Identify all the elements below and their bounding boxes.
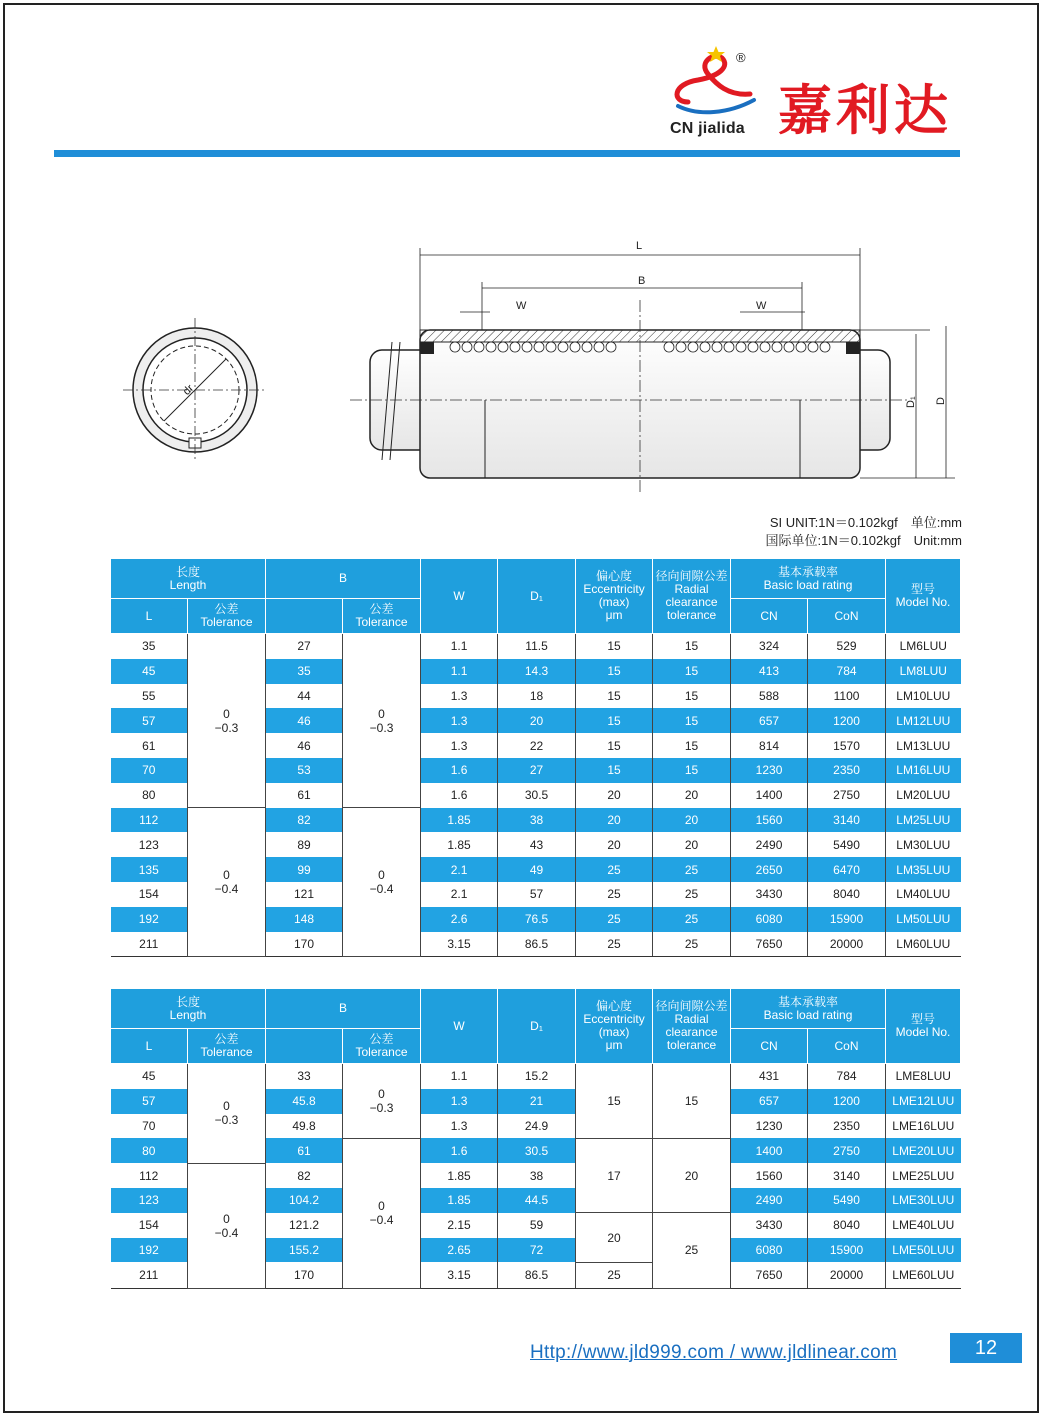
cell-cn: 6080 bbox=[731, 907, 808, 932]
unit-note bbox=[640, 514, 962, 550]
cell-d1: 24.9 bbox=[498, 1114, 576, 1139]
cell-cn: 2490 bbox=[731, 1188, 808, 1213]
header-eccentricity: 偏心度 Eccentricity (max) μm bbox=[576, 559, 653, 634]
cell-cn: 1400 bbox=[731, 783, 808, 808]
cell-b: 89 bbox=[266, 832, 343, 857]
cell-cn: 3430 bbox=[731, 1213, 808, 1238]
cell-model: LME12LUU bbox=[886, 1089, 961, 1114]
cell-model: LM13LUU bbox=[886, 733, 961, 758]
cell-w: 1.85 bbox=[421, 808, 498, 833]
cell-w: 2.6 bbox=[421, 907, 498, 932]
tolerance-upper: 0 bbox=[223, 868, 230, 883]
cell-con: 15900 bbox=[808, 1238, 886, 1263]
cell-w: 1.3 bbox=[421, 1089, 498, 1114]
cell-w: 1.3 bbox=[421, 708, 498, 733]
header-d1: D₁ bbox=[498, 989, 576, 1064]
header-length: 长度 Length bbox=[111, 989, 266, 1029]
cell-eccentricity: 15 bbox=[576, 733, 653, 758]
header-b: B bbox=[266, 989, 421, 1029]
header-l: L bbox=[111, 1029, 188, 1064]
cell-l: 57 bbox=[111, 708, 188, 733]
cell-b: 121.2 bbox=[266, 1213, 343, 1238]
cell-con: 20000 bbox=[808, 1262, 886, 1288]
header-b-tol: 公差 Tolerance bbox=[343, 1029, 421, 1064]
cell-con: 2750 bbox=[808, 1138, 886, 1163]
page-number: 12 bbox=[950, 1333, 1022, 1363]
cell-eccentricity: 20 bbox=[576, 832, 653, 857]
cell-model: LME25LUU bbox=[886, 1163, 961, 1188]
header-model: 型号 Model No. bbox=[886, 989, 961, 1064]
tolerance-cell bbox=[343, 634, 421, 808]
cell-cn: 1230 bbox=[731, 758, 808, 783]
end-view bbox=[123, 318, 267, 462]
cell-l: 70 bbox=[111, 758, 188, 783]
header-eccentricity: 偏心度 Eccentricity (max) μm bbox=[576, 989, 653, 1064]
cell-model: LME50LUU bbox=[886, 1238, 961, 1263]
cell-model: LME30LUU bbox=[886, 1188, 961, 1213]
tolerance-lower: −0.4 bbox=[214, 1225, 239, 1240]
cell-radial: 15 bbox=[653, 708, 731, 733]
tolerance-upper: 0 bbox=[223, 706, 230, 721]
cell-b: 33 bbox=[266, 1064, 343, 1089]
tolerance-cell bbox=[188, 808, 266, 957]
cell-eccentricity: 25 bbox=[576, 857, 653, 882]
tolerance-lower: −0.4 bbox=[214, 882, 239, 897]
cell-radial: 15 bbox=[653, 758, 731, 783]
cell-w: 1.3 bbox=[421, 733, 498, 758]
cell-con: 5490 bbox=[808, 1188, 886, 1213]
cell-d1: 43 bbox=[498, 832, 576, 857]
cell-radial: 25 bbox=[653, 932, 731, 957]
table-row bbox=[111, 1163, 961, 1188]
cell-b: 82 bbox=[266, 808, 343, 833]
cell-model: LM40LUU bbox=[886, 882, 961, 907]
cell-radial: 15 bbox=[653, 634, 731, 659]
cell-cn: 588 bbox=[731, 684, 808, 709]
header-radial: 径向间隙公差 Radial clearance tolerance bbox=[653, 559, 731, 634]
tolerance-cell bbox=[343, 1138, 421, 1288]
cell-b: 155.2 bbox=[266, 1238, 343, 1263]
cell-cn: 657 bbox=[731, 1089, 808, 1114]
cell-radial: 25 bbox=[653, 857, 731, 882]
cell-d1: 38 bbox=[498, 808, 576, 833]
cell-radial: 15 bbox=[653, 659, 731, 684]
header-b: B bbox=[266, 559, 421, 599]
cell-b: 121 bbox=[266, 882, 343, 907]
cell-con: 3140 bbox=[808, 1163, 886, 1188]
tolerance-upper: 0 bbox=[378, 1086, 385, 1101]
cell-radial: 15 bbox=[653, 733, 731, 758]
cell-con: 15900 bbox=[808, 907, 886, 932]
brand-logo bbox=[668, 44, 968, 140]
cell-eccentricity: 15 bbox=[576, 708, 653, 733]
cell-con: 20000 bbox=[808, 932, 886, 957]
cell-w: 1.85 bbox=[421, 1163, 498, 1188]
cell-cn: 2650 bbox=[731, 857, 808, 882]
header-cn: CN bbox=[731, 1029, 808, 1064]
cell-radial: 20 bbox=[653, 1138, 731, 1212]
cell-d1: 18 bbox=[498, 684, 576, 709]
cell-con: 1200 bbox=[808, 1089, 886, 1114]
header-l-tol: 公差 Tolerance bbox=[188, 1029, 266, 1064]
cell-d1: 22 bbox=[498, 733, 576, 758]
cell-l: 154 bbox=[138, 887, 159, 902]
header-w: W bbox=[421, 559, 498, 634]
svg-text:B: B bbox=[638, 275, 646, 287]
tolerance-upper: 0 bbox=[223, 1099, 230, 1114]
cell-l: 61 bbox=[142, 738, 156, 753]
tolerance-upper: 0 bbox=[223, 1211, 230, 1226]
cell-eccentricity: 20 bbox=[576, 808, 653, 833]
cell-con: 529 bbox=[808, 634, 886, 659]
cell-cn: 657 bbox=[731, 708, 808, 733]
cell-model: LM60LUU bbox=[886, 932, 961, 957]
cell-l: 123 bbox=[138, 837, 159, 852]
tolerance-cell bbox=[343, 808, 421, 957]
cell-d1: 76.5 bbox=[498, 907, 576, 932]
cell-radial: 20 bbox=[653, 832, 731, 857]
cell-l: 45 bbox=[142, 1069, 156, 1084]
cell-cn: 1230 bbox=[731, 1114, 808, 1139]
cell-model: LME16LUU bbox=[886, 1114, 961, 1139]
cell-d1: 38 bbox=[498, 1163, 576, 1188]
cell-d1: 21 bbox=[498, 1089, 576, 1114]
cell-d1: 15.2 bbox=[498, 1064, 576, 1089]
cell-w: 1.6 bbox=[421, 758, 498, 783]
cell-b: 49.8 bbox=[266, 1114, 343, 1139]
cell-w: 3.15 bbox=[421, 932, 498, 957]
cell-d1: 27 bbox=[498, 758, 576, 783]
cell-eccentricity: 15 bbox=[576, 659, 653, 684]
cell-b: 45.8 bbox=[266, 1089, 343, 1114]
cell-w: 1.3 bbox=[421, 684, 498, 709]
cell-b: 53 bbox=[266, 758, 343, 783]
tolerance-cell bbox=[188, 634, 266, 808]
cell-l: 211 bbox=[111, 1262, 188, 1288]
cell-b: 104.2 bbox=[266, 1188, 343, 1213]
cell-cn: 2490 bbox=[731, 832, 808, 857]
cell-cn: 1560 bbox=[731, 808, 808, 833]
tolerance-cell bbox=[343, 1064, 421, 1139]
cell-radial: 20 bbox=[653, 808, 731, 833]
cell-con: 1200 bbox=[808, 708, 886, 733]
cell-d1: 44.5 bbox=[498, 1188, 576, 1213]
cell-con: 784 bbox=[808, 1064, 886, 1089]
cell-w: 1.3 bbox=[421, 1114, 498, 1139]
cell-cn: 7650 bbox=[731, 932, 808, 957]
cell-model: LM20LUU bbox=[886, 783, 961, 808]
cell-w: 1.1 bbox=[421, 634, 498, 659]
header-b-tol: 公差 Tolerance bbox=[343, 599, 421, 634]
registered-mark: ® bbox=[736, 50, 746, 65]
header-cn: CN bbox=[731, 599, 808, 634]
cell-cn: 814 bbox=[731, 733, 808, 758]
header-l-tol: 公差 Tolerance bbox=[188, 599, 266, 634]
cell-eccentricity: 25 bbox=[576, 907, 653, 932]
unit-note-intl: 国际单位:1N＝0.102kgf Unit:mm bbox=[765, 533, 962, 548]
cell-l: 112 bbox=[111, 808, 188, 833]
cell-d1: 20 bbox=[498, 708, 576, 733]
svg-text:W: W bbox=[516, 300, 527, 312]
cell-con: 1100 bbox=[808, 684, 886, 709]
cell-d1: 49 bbox=[498, 857, 576, 882]
cell-radial: 15 bbox=[653, 684, 731, 709]
cell-l: 154 bbox=[138, 1218, 159, 1233]
cell-d1: 30.5 bbox=[498, 1138, 576, 1163]
brand-name-cn: 嘉利达 bbox=[778, 78, 952, 142]
cell-eccentricity: 20 bbox=[576, 783, 653, 808]
cell-radial: 15 bbox=[653, 1064, 731, 1139]
table-row bbox=[111, 1064, 961, 1089]
cell-model: LM25LUU bbox=[886, 808, 961, 833]
header-model: 型号 Model No. bbox=[886, 559, 961, 634]
cell-l: 57 bbox=[111, 1089, 188, 1114]
cell-w: 1.1 bbox=[421, 1064, 498, 1089]
cell-cn: 7650 bbox=[731, 1262, 808, 1288]
cell-b: 46 bbox=[266, 708, 343, 733]
cell-con: 2350 bbox=[808, 1114, 886, 1139]
table-row bbox=[111, 634, 961, 659]
tolerance-cell bbox=[188, 1163, 266, 1288]
tolerance-lower: −0.3 bbox=[214, 1113, 239, 1128]
cell-w: 1.6 bbox=[421, 783, 498, 808]
tolerance-cell bbox=[188, 1064, 266, 1164]
cell-eccentricity: 15 bbox=[576, 758, 653, 783]
cell-con: 5490 bbox=[808, 832, 886, 857]
cell-eccentricity: 20 bbox=[576, 1213, 653, 1263]
tolerance-lower: −0.4 bbox=[369, 882, 394, 897]
cell-cn: 413 bbox=[731, 659, 808, 684]
cell-w: 1.1 bbox=[421, 659, 498, 684]
cell-model: LM12LUU bbox=[886, 708, 961, 733]
svg-text:D: D bbox=[935, 397, 947, 405]
cell-model: LM8LUU bbox=[886, 659, 961, 684]
logo-mark-icon bbox=[668, 44, 764, 124]
cell-d1: 57 bbox=[498, 882, 576, 907]
lme-luu-table bbox=[110, 988, 961, 1289]
cell-d1: 72 bbox=[498, 1238, 576, 1263]
cell-l: 70 bbox=[142, 1118, 156, 1133]
cell-b: 44 bbox=[266, 684, 343, 709]
cell-l: 211 bbox=[111, 932, 188, 957]
cell-eccentricity: 25 bbox=[576, 1262, 653, 1288]
cell-l: 80 bbox=[111, 1138, 188, 1163]
tolerance-lower: −0.3 bbox=[214, 720, 239, 735]
cell-cn: 6080 bbox=[731, 1238, 808, 1263]
cell-model: LME20LUU bbox=[886, 1138, 961, 1163]
cell-b: 35 bbox=[266, 659, 343, 684]
cell-l: 192 bbox=[111, 1238, 188, 1263]
cell-l: 80 bbox=[142, 788, 156, 803]
unit-note-si: SI UNIT:1N＝0.102kgf 单位:mm bbox=[769, 515, 962, 530]
cell-d1: 86.5 bbox=[498, 932, 576, 957]
header-length: 长度 Length bbox=[111, 559, 266, 599]
cell-model: LM6LUU bbox=[886, 634, 961, 659]
cell-l: 35 bbox=[142, 639, 156, 654]
cell-model: LM50LUU bbox=[886, 907, 961, 932]
cell-d1: 11.5 bbox=[498, 634, 576, 659]
cell-b: 46 bbox=[266, 733, 343, 758]
tolerance-upper: 0 bbox=[378, 868, 385, 883]
cell-b: 61 bbox=[266, 783, 343, 808]
cell-cn: 324 bbox=[731, 634, 808, 659]
header-w: W bbox=[421, 989, 498, 1064]
cell-l: 123 bbox=[111, 1188, 188, 1213]
tolerance-lower: −0.3 bbox=[369, 1100, 394, 1115]
cell-eccentricity: 15 bbox=[576, 1064, 653, 1139]
bearing-drawing bbox=[120, 230, 980, 510]
svg-text:W: W bbox=[756, 300, 767, 312]
cell-b: 148 bbox=[266, 907, 343, 932]
cell-l: 135 bbox=[111, 857, 188, 882]
website-link[interactable]: Http://www.jld999.com / www.jldlinear.com bbox=[530, 1342, 898, 1363]
cell-d1: 59 bbox=[498, 1213, 576, 1238]
cell-d1: 86.5 bbox=[498, 1262, 576, 1288]
brand-name-en: CN jialida bbox=[670, 120, 745, 137]
cell-b: 170 bbox=[266, 932, 343, 957]
cell-b: 99 bbox=[266, 857, 343, 882]
cell-model: LM10LUU bbox=[886, 684, 961, 709]
cell-eccentricity: 15 bbox=[576, 684, 653, 709]
svg-text:D₁: D₁ bbox=[905, 396, 917, 408]
cell-b: 61 bbox=[266, 1138, 343, 1163]
cell-l: 112 bbox=[139, 1168, 159, 1183]
cell-w: 2.15 bbox=[421, 1213, 498, 1238]
cell-model: LME8LUU bbox=[886, 1064, 961, 1089]
header-d1: D₁ bbox=[498, 559, 576, 634]
cell-w: 1.85 bbox=[421, 832, 498, 857]
cell-model: LM35LUU bbox=[886, 857, 961, 882]
cell-con: 8040 bbox=[808, 1213, 886, 1238]
cell-radial: 25 bbox=[653, 907, 731, 932]
cell-model: LME60LUU bbox=[886, 1262, 961, 1288]
header-rule bbox=[54, 150, 960, 157]
cell-model: LM16LUU bbox=[886, 758, 961, 783]
header-con: CoN bbox=[808, 1029, 886, 1064]
header-load: 基本承载率 Basic load rating bbox=[731, 989, 886, 1029]
cell-model: LME40LUU bbox=[886, 1213, 961, 1238]
header-radial: 径向间隙公差 Radial clearance tolerance bbox=[653, 989, 731, 1064]
svg-text:L: L bbox=[636, 240, 643, 252]
cell-eccentricity: 25 bbox=[576, 882, 653, 907]
cell-cn: 3430 bbox=[731, 882, 808, 907]
lm-luu-table bbox=[110, 558, 961, 957]
tolerance-lower: −0.4 bbox=[369, 1213, 394, 1228]
header-b-blank bbox=[266, 599, 343, 634]
cell-cn: 431 bbox=[731, 1064, 808, 1089]
header-con: CoN bbox=[808, 599, 886, 634]
cell-b: 170 bbox=[266, 1262, 343, 1288]
tolerance-upper: 0 bbox=[378, 1199, 385, 1214]
cell-l: 45 bbox=[111, 659, 188, 684]
cell-l: 192 bbox=[111, 907, 188, 932]
cell-con: 784 bbox=[808, 659, 886, 684]
cell-eccentricity: 17 bbox=[576, 1138, 653, 1212]
cell-b: 27 bbox=[266, 634, 343, 659]
cell-w: 3.15 bbox=[421, 1262, 498, 1288]
cell-cn: 1400 bbox=[731, 1138, 808, 1163]
header-l: L bbox=[111, 599, 188, 634]
cell-radial: 25 bbox=[653, 882, 731, 907]
cell-w: 2.1 bbox=[421, 882, 498, 907]
cell-radial: 20 bbox=[653, 783, 731, 808]
cell-eccentricity: 25 bbox=[576, 932, 653, 957]
tolerance-upper: 0 bbox=[378, 706, 385, 721]
cell-d1: 30.5 bbox=[498, 783, 576, 808]
tolerance-lower: −0.3 bbox=[369, 720, 394, 735]
header-b-blank bbox=[266, 1029, 343, 1064]
cell-con: 8040 bbox=[808, 882, 886, 907]
side-view bbox=[350, 240, 955, 492]
cell-con: 2350 bbox=[808, 758, 886, 783]
cell-w: 1.6 bbox=[421, 1138, 498, 1163]
cell-l: 55 bbox=[142, 688, 156, 703]
cell-w: 2.65 bbox=[421, 1238, 498, 1263]
cell-eccentricity: 15 bbox=[576, 634, 653, 659]
cell-model: LM30LUU bbox=[886, 832, 961, 857]
table-row bbox=[111, 808, 961, 833]
header-load: 基本承载率 Basic load rating bbox=[731, 559, 886, 599]
cell-w: 2.1 bbox=[421, 857, 498, 882]
cell-con: 1570 bbox=[808, 733, 886, 758]
cell-con: 6470 bbox=[808, 857, 886, 882]
cell-con: 2750 bbox=[808, 783, 886, 808]
cell-b: 82 bbox=[266, 1163, 343, 1188]
svg-text:dr: dr bbox=[180, 382, 197, 398]
cell-d1: 14.3 bbox=[498, 659, 576, 684]
cell-con: 3140 bbox=[808, 808, 886, 833]
cell-cn: 1560 bbox=[731, 1163, 808, 1188]
cell-w: 1.85 bbox=[421, 1188, 498, 1213]
cell-radial: 25 bbox=[653, 1213, 731, 1288]
